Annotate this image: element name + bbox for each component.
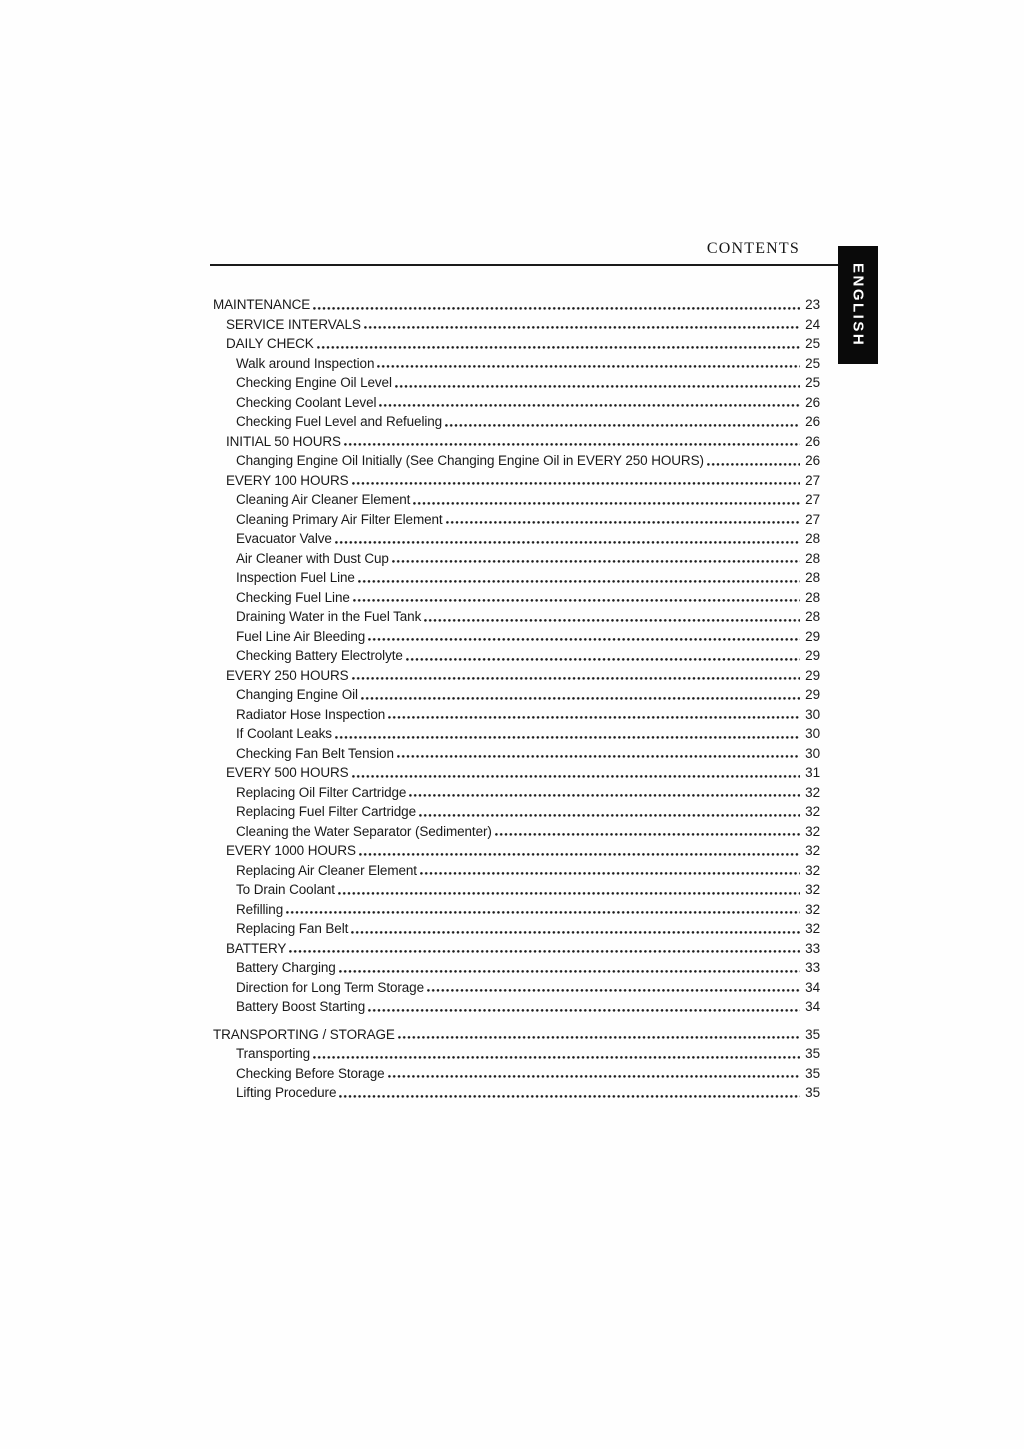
toc-entry-page: 35: [805, 1065, 820, 1081]
dot-leader: [338, 880, 800, 900]
toc-entry-label: Draining Water in the Fuel Tank: [236, 609, 422, 624]
toc-entry: [213, 1064, 820, 1084]
toc-entry: [213, 958, 820, 978]
dot-leader: [424, 607, 800, 627]
dot-leader: [388, 1064, 800, 1084]
toc-entry-page: 35: [805, 1026, 820, 1042]
toc-entry-page: 32: [805, 823, 820, 839]
dot-leader: [352, 763, 800, 783]
toc-entry-page: 27: [805, 511, 820, 527]
toc-entry-label: SERVICE INTERVALS: [226, 316, 361, 332]
dot-leader: [317, 334, 800, 354]
toc-entry: [213, 607, 820, 627]
toc-entry-page: 32: [805, 843, 820, 858]
dot-leader: [413, 490, 800, 510]
toc-entry: [213, 588, 820, 608]
toc-entry-page: 30: [805, 726, 820, 741]
toc-entry-page: 29: [805, 667, 820, 683]
toc-entry-label: MAINTENANCE: [213, 297, 311, 312]
header-rule: [210, 264, 838, 266]
toc-entry-page: 29: [805, 628, 820, 644]
toc-entry-label: Air Cleaner with Dust Cup: [236, 550, 389, 566]
toc-entry: [213, 295, 820, 315]
toc-entry: [213, 373, 820, 393]
toc-entry-label: Cleaning Primary Air Filter Element: [236, 511, 443, 527]
dot-leader: [368, 997, 800, 1017]
toc-entry: [213, 1044, 820, 1064]
toc-entry: [213, 412, 820, 432]
toc-entry: [213, 510, 820, 530]
toc-entry-page: 30: [805, 745, 820, 761]
dot-leader: [397, 744, 800, 764]
toc-entry-label: To Drain Coolant: [236, 882, 335, 897]
toc-entry: [213, 568, 820, 588]
table-of-contents: [213, 295, 820, 1103]
toc-entry-label: Replacing Air Cleaner Element: [236, 862, 417, 878]
toc-entry-page: 28: [805, 589, 820, 605]
toc-entry-page: 32: [805, 882, 820, 897]
toc-entry: [213, 432, 820, 452]
dot-leader: [352, 666, 800, 686]
toc-entry-page: 34: [805, 979, 820, 995]
toc-entry-page: 30: [805, 706, 820, 722]
toc-entry: [213, 900, 820, 920]
toc-entry: [213, 997, 820, 1017]
toc-entry-label: Evacuator Valve: [236, 531, 332, 546]
toc-entry-label: Checking Before Storage: [236, 1065, 385, 1081]
dot-leader: [495, 822, 800, 842]
dot-leader: [406, 646, 800, 666]
dot-leader: [351, 919, 800, 939]
toc-entry: [213, 724, 820, 744]
toc-entry-page: 26: [805, 453, 820, 468]
toc-entry-label: Replacing Oil Filter Cartridge: [236, 784, 407, 800]
toc-entry: [213, 1083, 820, 1103]
toc-entry: [213, 666, 820, 686]
toc-entry: [213, 334, 820, 354]
toc-entry-label: BATTERY: [226, 940, 287, 956]
toc-entry-label: TRANSPORTING / STORAGE: [213, 1026, 395, 1042]
toc-entry-label: Changing Engine Oil: [236, 687, 358, 702]
dot-leader: [339, 958, 800, 978]
dot-leader: [289, 939, 800, 959]
toc-entry-label: Transporting: [236, 1046, 311, 1061]
dot-leader: [368, 627, 800, 647]
dot-leader: [409, 783, 800, 803]
toc-entry: [213, 822, 820, 842]
toc-entry-page: 33: [805, 940, 820, 956]
dot-leader: [352, 471, 800, 491]
toc-entry-label: Cleaning the Water Separator (Sedimenter): [236, 823, 492, 839]
dot-leader: [379, 393, 800, 413]
toc-entry: [213, 978, 820, 998]
toc-entry-page: 34: [805, 999, 820, 1014]
toc-entry-page: 28: [805, 609, 820, 624]
toc-entry-label: Battery Charging: [236, 960, 336, 975]
dot-leader: [446, 510, 800, 530]
toc-entry-label: Checking Fuel Line: [236, 589, 350, 605]
dot-leader: [420, 861, 800, 881]
toc-entry-page: 25: [805, 336, 820, 351]
toc-entry: [213, 744, 820, 764]
toc-entry: [213, 802, 820, 822]
toc-entry-page: 29: [805, 648, 820, 663]
toc-entry: [213, 315, 820, 335]
toc-entry: [213, 685, 820, 705]
toc-entry: [213, 763, 820, 783]
toc-entry-label: INITIAL 50 HOURS: [226, 433, 341, 449]
toc-entry-label: Refilling: [236, 901, 284, 917]
toc-entry: [213, 880, 820, 900]
toc-entry-label: Lifting Procedure: [236, 1085, 337, 1100]
dot-leader: [364, 315, 800, 335]
toc-entry-label: Checking Engine Oil Level: [236, 375, 392, 390]
toc-entry: [213, 393, 820, 413]
dot-leader: [445, 412, 800, 432]
toc-entry-page: 28: [805, 531, 820, 546]
dot-leader: [335, 529, 800, 549]
toc-entry: [213, 1025, 820, 1045]
dot-leader: [358, 568, 800, 588]
toc-entry: [213, 451, 820, 471]
toc-entry-label: Checking Fan Belt Tension: [236, 745, 394, 761]
toc-entry-label: EVERY 100 HOURS: [226, 472, 349, 488]
toc-entry-label: DAILY CHECK: [226, 336, 314, 351]
toc-entry: [213, 919, 820, 939]
toc-entry-page: 32: [805, 784, 820, 800]
dot-leader: [353, 588, 800, 608]
toc-entry-label: Replacing Fuel Filter Cartridge: [236, 804, 416, 819]
toc-entry: [213, 861, 820, 881]
toc-entry-label: EVERY 1000 HOURS: [226, 843, 356, 858]
toc-entry-page: 27: [805, 492, 820, 507]
toc-entry: [213, 549, 820, 569]
toc-entry-label: Changing Engine Oil Initially (See Changing Engine Oil in EVERY 250 HOURS): [236, 453, 704, 468]
toc-entry: [213, 646, 820, 666]
dot-leader: [377, 354, 800, 374]
dot-leader: [419, 802, 800, 822]
toc-entry-page: 26: [805, 394, 820, 410]
toc-entry-page: 26: [805, 433, 820, 449]
toc-entry-page: 32: [805, 921, 820, 936]
toc-entry-label: Inspection Fuel Line: [236, 570, 355, 585]
toc-entry-label: Walk around Inspection: [236, 355, 375, 371]
toc-entry-label: Checking Battery Electrolyte: [236, 648, 403, 663]
dot-leader: [286, 900, 800, 920]
toc-entry: [213, 471, 820, 491]
dot-leader: [344, 432, 800, 452]
toc-entry: [213, 841, 820, 861]
toc-entry-label: If Coolant Leaks: [236, 726, 332, 741]
dot-leader: [313, 295, 800, 315]
toc-entry-label: Fuel Line Air Bleeding: [236, 628, 366, 644]
dot-leader: [361, 685, 800, 705]
toc-entry-page: 35: [805, 1046, 820, 1061]
toc-entry-page: 28: [805, 550, 820, 566]
toc-entry-label: Checking Fuel Level and Refueling: [236, 414, 443, 429]
dot-leader: [313, 1044, 800, 1064]
toc-entry: [213, 354, 820, 374]
toc-entry-page: 35: [805, 1085, 820, 1100]
toc-entry: [213, 627, 820, 647]
toc-entry-page: 25: [805, 355, 820, 371]
toc-entry-page: 32: [805, 804, 820, 819]
toc-entry-page: 25: [805, 375, 820, 390]
dot-leader: [427, 978, 800, 998]
toc-entry-label: Direction for Long Term Storage: [236, 979, 424, 995]
toc-entry-page: 26: [805, 414, 820, 429]
toc-entry-label: Radiator Hose Inspection: [236, 706, 386, 722]
toc-entry: [213, 939, 820, 959]
toc-entry-page: 32: [805, 862, 820, 878]
toc-entry-label: Checking Coolant Level: [236, 394, 377, 410]
language-tab: [838, 246, 878, 364]
page-title: CONTENTS: [706, 240, 800, 257]
dot-leader: [392, 549, 800, 569]
toc-entry: [213, 783, 820, 803]
toc-entry-page: 33: [805, 960, 820, 975]
toc-entry-page: 29: [805, 687, 820, 702]
dot-leader: [339, 1083, 800, 1103]
dot-leader: [388, 705, 800, 725]
toc-entry: [213, 705, 820, 725]
dot-leader: [335, 724, 800, 744]
toc-entry-page: 32: [805, 901, 820, 917]
toc-entry: [213, 529, 820, 549]
toc-entry-label: Battery Boost Starting: [236, 999, 366, 1014]
toc-entry-label: EVERY 250 HOURS: [226, 667, 349, 683]
toc-entry-page: 28: [805, 570, 820, 585]
toc-entry-page: 23: [805, 297, 820, 312]
dot-leader: [707, 451, 800, 471]
dot-leader: [359, 841, 800, 861]
dot-leader: [395, 373, 800, 393]
toc-entry: [213, 490, 820, 510]
language-tab-label: ENGLISH: [849, 262, 867, 348]
toc-entry-label: Cleaning Air Cleaner Element: [236, 492, 411, 507]
toc-entry-page: 27: [805, 472, 820, 488]
toc-entry-page: 24: [805, 316, 820, 332]
toc-entry-label: Replacing Fan Belt: [236, 921, 349, 936]
toc-entry-page: 31: [805, 765, 820, 780]
dot-leader: [398, 1025, 800, 1045]
toc-entry-label: EVERY 500 HOURS: [226, 765, 349, 780]
